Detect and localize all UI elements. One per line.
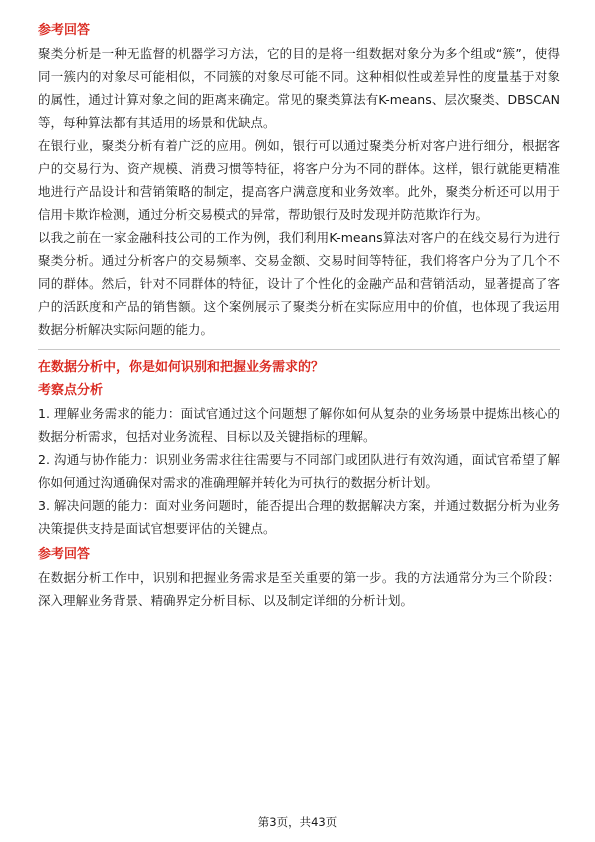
answer-paragraph: 以我之前在一家金融科技公司的工作为例，我们利用K-means算法对客户的在线交易行为进行聚类分析。通过分析客户的交易频率、交易金额、交易时间等特征，我们将客户分为了几个不同的群体。然后，针对不同群体的特征，设计了个性化的金融产品和营销活动，显著提高了客户的活跃度和产品的销售额。这个案例展示了聚类分析在实际应用中的价值，也体现了我运用数据分析解决实际问题的能力。 xyxy=(38,230,560,337)
analysis-item: 2. 沟通与协作能力：识别业务需求往往需要与不同部门或团队进行有效沟通，面试官希望了解你如何通过沟通确保对需求的准确理解并转化为可执行的数据分析计划。 xyxy=(38,452,560,490)
reference-answer-heading: 参考回答 xyxy=(38,23,91,38)
page-number: 第3页，共43页 xyxy=(257,815,338,829)
section-divider xyxy=(38,349,560,350)
analysis-item: 3. 解决问题的能力：面对业务问题时，能否提出合理的数据解决方案，并通过数据分析为业务决策提供支持是面试官想要评估的关键点。 xyxy=(38,498,560,536)
analysis-item: 1. 理解业务需求的能力：面试官通过这个问题想了解你如何从复杂的业务场景中提炼出核心的数据分析需求，包括对业务流程、目标以及关键指标的理解。 xyxy=(38,406,560,444)
question-title: 在数据分析中，你是如何识别和把握业务需求的？ xyxy=(38,360,325,375)
page-content xyxy=(38,22,560,612)
analysis-heading: 考察点分析 xyxy=(38,383,104,398)
answer-paragraph: 在数据分析工作中，识别和把握业务需求是至关重要的第一步。我的方法通常分为三个阶段：深入理解业务背景、精确界定分析目标、以及制定详细的分析计划。 xyxy=(38,570,560,608)
answer-paragraph: 聚类分析是一种无监督的机器学习方法，它的目的是将一组数据对象分为多个组或“簇”，使得同一簇内的对象尽可能相似，不同簇的对象尽可能不同。这种相似性或差异性的度量基于对象的属性，通过计算对象之间的距离来确定。常见的聚类算法有K-means、层次聚类、DBSCAN等，每种算法都有其适用的场景和优缺点。 xyxy=(38,46,560,130)
reference-answer-heading: 参考回答 xyxy=(38,547,91,562)
answer-paragraph: 在银行业，聚类分析有着广泛的应用。例如，银行可以通过聚类分析对客户进行细分，根据客户的交易行为、资产规模、消费习惯等特征，将客户分为不同的群体。这样，银行就能更精准地进行产品设计和营销策略的制定，提高客户满意度和业务效率。此外，聚类分析还可以用于信用卡欺诈检测，通过分析交易模式的异常，帮助银行及时发现并防范欺诈行为。 xyxy=(38,138,560,222)
